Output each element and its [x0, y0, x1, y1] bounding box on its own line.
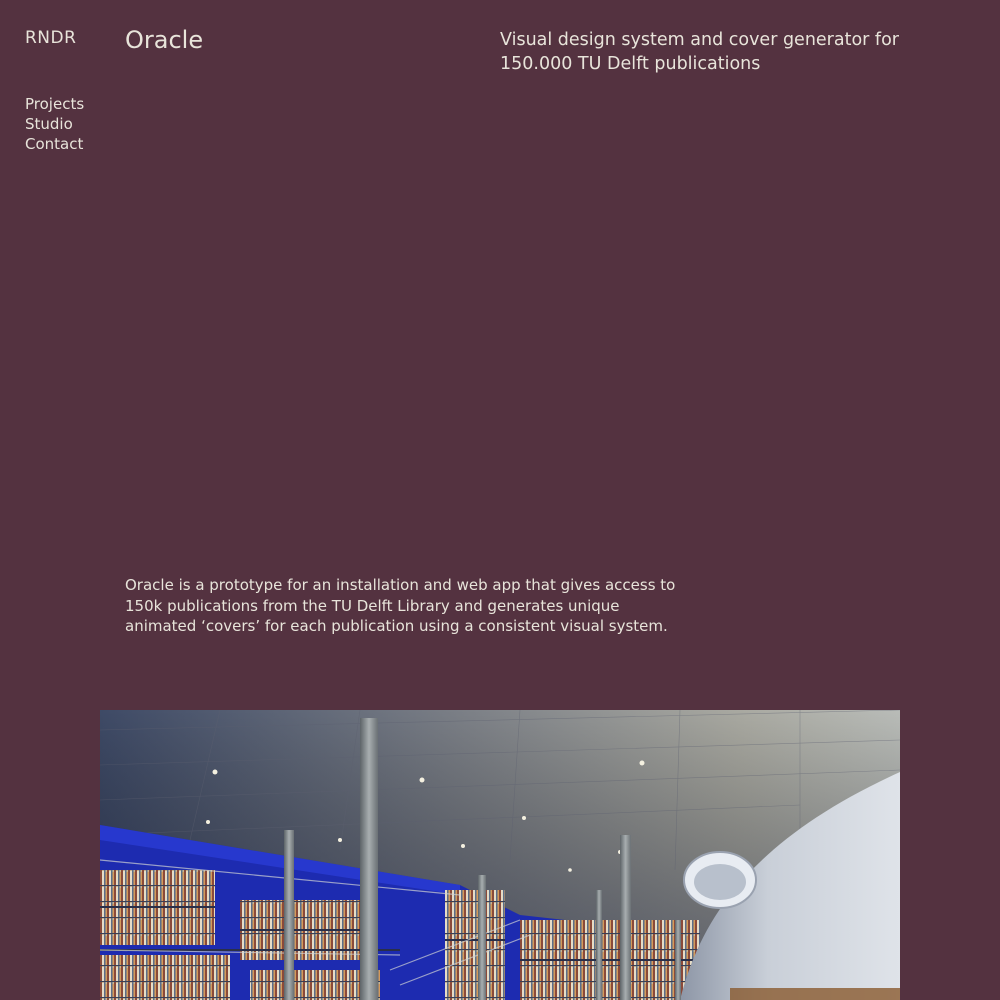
main-nav — [25, 94, 84, 154]
nav-item-studio[interactable]: Studio — [25, 115, 73, 133]
nav-item-projects[interactable]: Projects — [25, 95, 85, 113]
nav-item-contact[interactable]: Contact — [25, 135, 84, 153]
project-description: Oracle is a prototype for an installation and web app that gives access to 150k publications from the TU Delft Library and generates unique animated ‘covers’ for each publication using a consistent visual system. — [125, 576, 676, 635]
logo-link[interactable]: RNDR — [25, 28, 77, 48]
project-subtitle: Visual design system and cover generator for 150.000 TU Delft publications — [500, 30, 899, 74]
page-title: Oracle — [125, 26, 204, 54]
library-interior-photo — [100, 710, 900, 1000]
